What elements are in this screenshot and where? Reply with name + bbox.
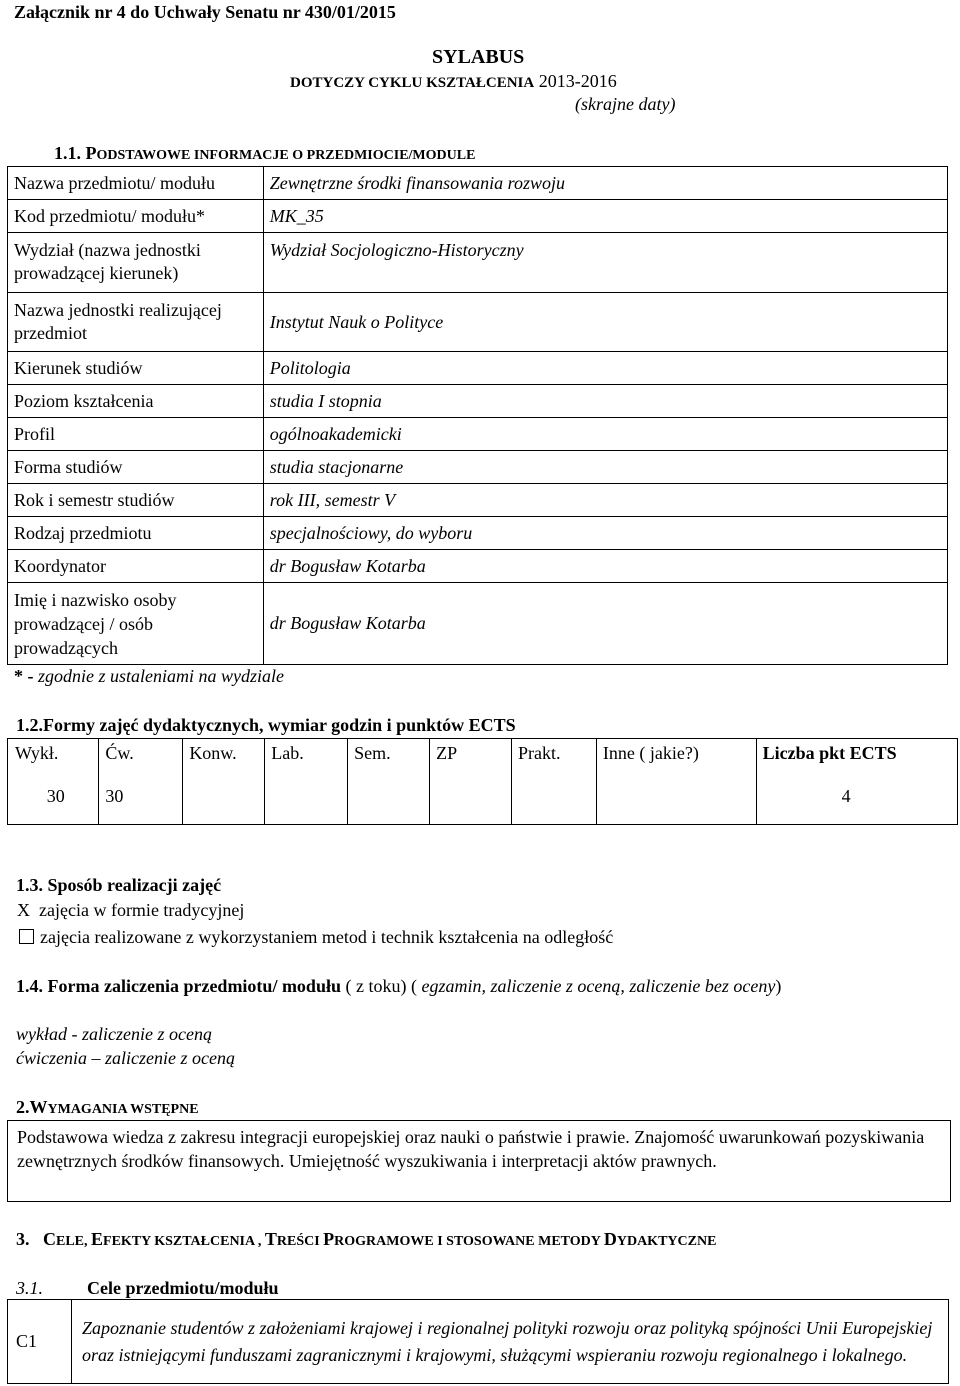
section-2-title-first: W [29, 1097, 48, 1117]
info-value: Wydział Socjologiczno-Historyczny [263, 233, 947, 293]
option-remote [19, 927, 613, 948]
section-3-title-part: YDAKTYCZNE [616, 1234, 717, 1249]
checkbox-icon [19, 929, 34, 944]
section-3-title-part: T [264, 1229, 277, 1249]
info-value: specjalnościowy, do wyboru [263, 517, 947, 550]
section-2-heading [16, 1097, 199, 1118]
section-1-4-title: 1.4. Forma zaliczenia przedmiotu/ modułu [16, 976, 341, 996]
form-value: 30 [8, 769, 99, 825]
form-header: ZP [429, 739, 511, 769]
footnote [14, 666, 284, 687]
option-traditional [17, 900, 244, 921]
info-label: Kod przedmiotu/ modułu* [8, 200, 264, 233]
form-value [596, 769, 756, 825]
info-value: studia stacjonarne [263, 451, 947, 484]
section-3-title-part: ROGRAMOWE I STOSOWANE METODY [334, 1234, 604, 1249]
class-forms-value-row [8, 769, 958, 825]
info-label: Nazwa przedmiotu/ modułu [8, 167, 264, 200]
attachment-title: Załącznik nr 4 do Uchwały Senatu nr 430/01/2015 [14, 2, 396, 22]
info-label: Imię i nazwisko osoby prowadzącej / osób prowadzących [8, 583, 264, 665]
section-3-number: 3. [16, 1229, 30, 1249]
section-1-1-title-rest: ODSTAWOWE INFORMACJE O PRZEDMIOCIE/MODULE [96, 148, 476, 163]
info-row [8, 200, 948, 233]
section-3-title-part: E [91, 1229, 104, 1249]
section-1-1-number: 1.1. [54, 143, 81, 163]
info-value: MK_35 [263, 200, 947, 233]
info-label: Nazwa jednostki realizującej przedmiot [8, 293, 264, 352]
info-row [8, 418, 948, 451]
section-3-1-number: 3.1. [16, 1278, 43, 1298]
prerequisites-text: Podstawowa wiedza z zakresu integracji europejskiej oraz nauki o państwie i prawie. Znajomość uwarunkowań pozyskiwania zewnętrznych środków finansowych. Umiejętność wyszukiwania i interpretacji aktów prawnych. [17, 1127, 925, 1171]
goal-text: Zapoznanie studentów z założeniami krajowej i regionalnej polityki rozwoju oraz polityką spójności Unii Europejskiej oraz istniejącymi funduszami zagranicznymi i krajowymi, służącymi wspieraniu rozwoju regionalnego i lokalnego. [71, 1300, 948, 1384]
info-row [8, 583, 948, 665]
section-2-title-rest: YMAGANIA WSTĘPNE [47, 1102, 199, 1117]
checked-mark: X [17, 900, 30, 920]
section-3-1-title: Cele przedmiotu/modułu [87, 1278, 279, 1298]
form-header: Ćw. [98, 739, 182, 769]
cycle-line [290, 71, 617, 92]
info-row [8, 352, 948, 385]
info-label: Rodzaj przedmiotu [8, 517, 264, 550]
info-row [8, 167, 948, 200]
info-value: studia I stopnia [263, 385, 947, 418]
syllabus-title: SYLABUS [432, 46, 525, 68]
section-3-title-part: D [603, 1229, 617, 1249]
info-row [8, 385, 948, 418]
basic-info-table [7, 166, 948, 665]
info-value: Instytut Nauk o Polityce [263, 293, 947, 352]
section-3-title-part: P [323, 1229, 335, 1249]
info-row [8, 451, 948, 484]
info-row [8, 550, 948, 583]
info-row [8, 293, 948, 352]
form-value [264, 769, 347, 825]
goal-row [8, 1300, 949, 1384]
info-value: rok III, semestr V [263, 484, 947, 517]
prerequisites-box [7, 1120, 951, 1202]
info-label: Kierunek studiów [8, 352, 264, 385]
info-row [8, 517, 948, 550]
form-header: Lab. [264, 739, 347, 769]
assessment-lecture: wykład - zaliczenie z oceną [16, 1024, 212, 1044]
section-1-4-mid: ( z toku) ( [340, 976, 417, 996]
section-3-title-part: FEKTY KSZTAŁCENIA , [103, 1234, 265, 1249]
info-label: Poziom kształcenia [8, 385, 264, 418]
option-remote-label: zajęcia realizowane z wykorzystaniem metod i technik kształcenia na odległość [40, 927, 614, 947]
info-value: ogólnoakademicki [263, 418, 947, 451]
section-1-1-title-first: P [85, 143, 97, 163]
info-row [8, 233, 948, 293]
footnote-star: * - [14, 666, 38, 686]
section-1-4-close: ) [775, 976, 782, 996]
form-value [182, 769, 264, 825]
assessment-exercises: ćwiczenia – zaliczenie z oceną [16, 1048, 235, 1068]
section-1-2-title: 1.2.Formy zajęć dydaktycznych, wymiar godzin i punktów ECTS [16, 715, 516, 735]
section-2-number: 2. [16, 1097, 30, 1117]
cycle-label: DOTYCZY CYKLU KSZTAŁCENIA [290, 75, 535, 91]
form-value [511, 769, 596, 825]
form-header: Inne ( jakie?) [596, 739, 756, 769]
goals-table [7, 1299, 949, 1384]
years-note: (skrajne daty) [575, 94, 676, 114]
section-3-title-part: C [43, 1229, 56, 1249]
section-3-title-part: ELE, [56, 1234, 92, 1249]
info-label: Profil [8, 418, 264, 451]
info-label: Forma studiów [8, 451, 264, 484]
form-value [347, 769, 429, 825]
info-row [8, 484, 948, 517]
section-1-1-heading [54, 143, 475, 164]
info-value: Zewnętrzne środki finansowania rozwoju [263, 167, 947, 200]
section-3-title-part: REŚCI [276, 1234, 324, 1249]
option-traditional-label: zajęcia w formie tradycyjnej [39, 900, 245, 920]
footnote-text: zgodnie z ustaleniami na wydziale [38, 666, 284, 686]
class-forms-header-row [8, 739, 958, 769]
form-header: Wykł. [8, 739, 99, 769]
section-3-heading [16, 1229, 716, 1250]
goal-code: C1 [8, 1300, 72, 1384]
form-value: 4 [756, 769, 958, 825]
class-forms-table [7, 738, 958, 825]
section-1-3-title: 1.3. Sposób realizacji zajęć [16, 875, 222, 895]
section-1-4-heading [16, 976, 781, 997]
info-label: Wydział (nazwa jednostki prowadzącej kierunek) [8, 233, 264, 293]
info-value: dr Bogusław Kotarba [263, 583, 947, 665]
form-header: Konw. [182, 739, 264, 769]
form-value [429, 769, 511, 825]
form-value: 30 [98, 769, 182, 825]
info-label: Koordynator [8, 550, 264, 583]
info-value: Politologia [263, 352, 947, 385]
form-header: Liczba pkt ECTS [756, 739, 958, 769]
form-header: Sem. [347, 739, 429, 769]
info-label: Rok i semestr studiów [8, 484, 264, 517]
cycle-years: 2013-2016 [538, 71, 617, 91]
form-header: Prakt. [511, 739, 596, 769]
info-value: dr Bogusław Kotarba [263, 550, 947, 583]
section-1-4-options: egzamin, zaliczenie z oceną, zaliczenie bez oceny [416, 976, 776, 996]
